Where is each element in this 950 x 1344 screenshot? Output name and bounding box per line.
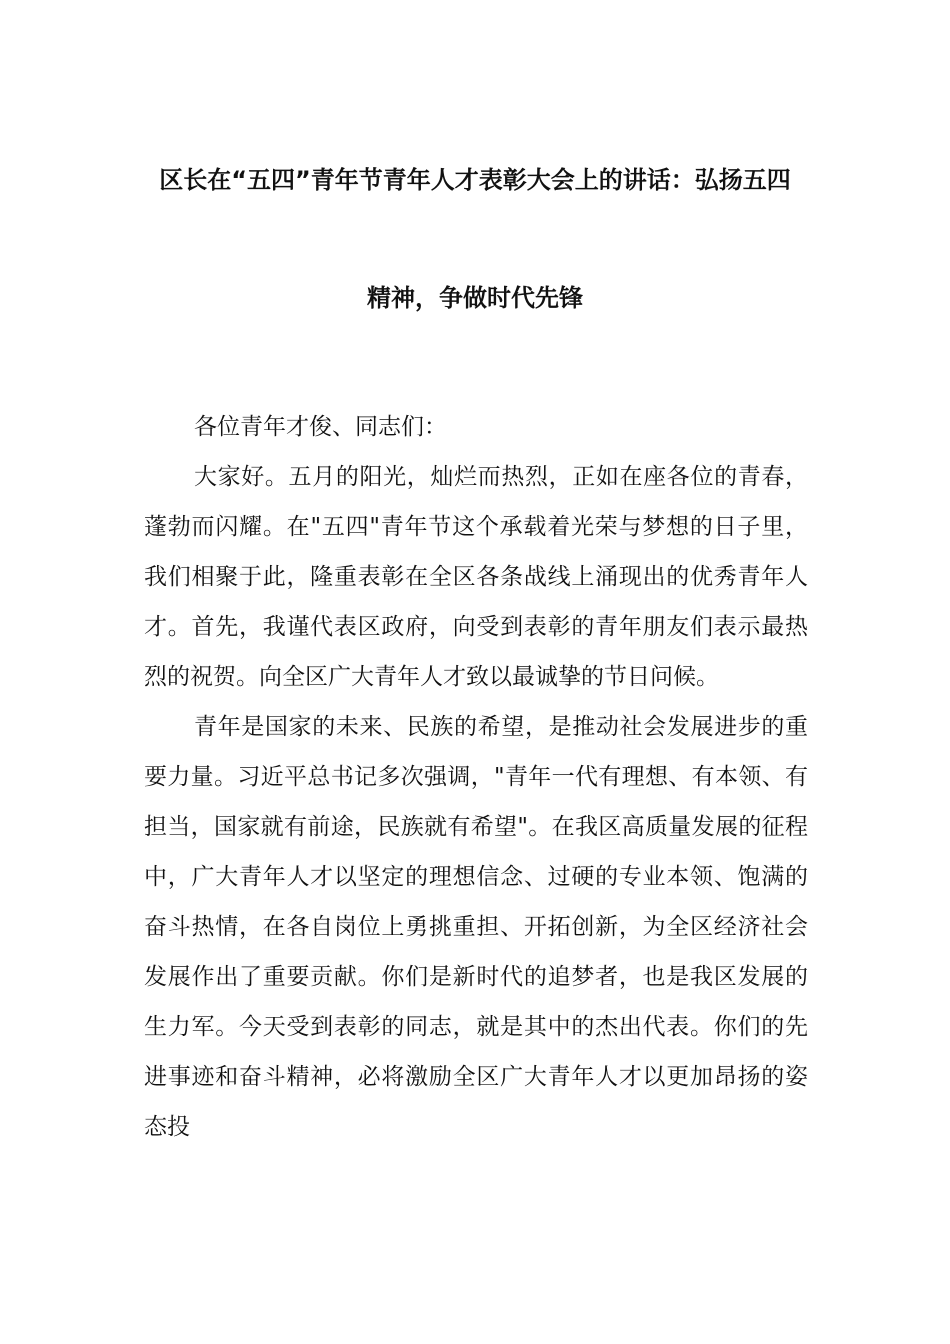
speech-body — [144, 402, 808, 1152]
body-paragraph: 青年是国家的未来、民族的希望，是推动社会发展进步的重要力量。习近平总书记多次强调，"青年一代有理想、有本领、有担当，国家就有前途，民族就有希望"。在我区高质量发展的征程中，广大青年人才以坚定的理想信念、过硬的专业本领、饱满的奋斗热情，在各自岗位上勇挑重担、开拓创新，为全区经济社会发展作出了重要贡献。你们是新时代的追梦者，也是我区发展的生力军。今天受到表彰的同志，就是其中的杰出代表。你们的先进事迹和奋斗精神，必将激励全区广大青年人才以更加昂扬的姿态投 — [144, 714, 808, 1140]
title-line-1: 区长在“五四”青年节青年人才表彰大会上的讲话：弘扬五四 — [159, 166, 791, 194]
opening-paragraph: 大家好。五月的阳光，灿烂而热烈，正如在座各位的青春，蓬勃而闪耀。在"五四"青年节这个承载着光荣与梦想的日子里，我们相聚于此，隆重表彰在全区各条战线上涌现出的优秀青年人才。首先，我谨代表区政府，向受到表彰的青年朋友们表示最热烈的祝贺。向全区广大青年人才致以最诚挚的节日问候。 — [144, 464, 808, 690]
title-line-2: 精神，争做时代先锋 — [367, 284, 583, 312]
salutation-paragraph: 各位青年才俊、同志们： — [194, 414, 447, 440]
